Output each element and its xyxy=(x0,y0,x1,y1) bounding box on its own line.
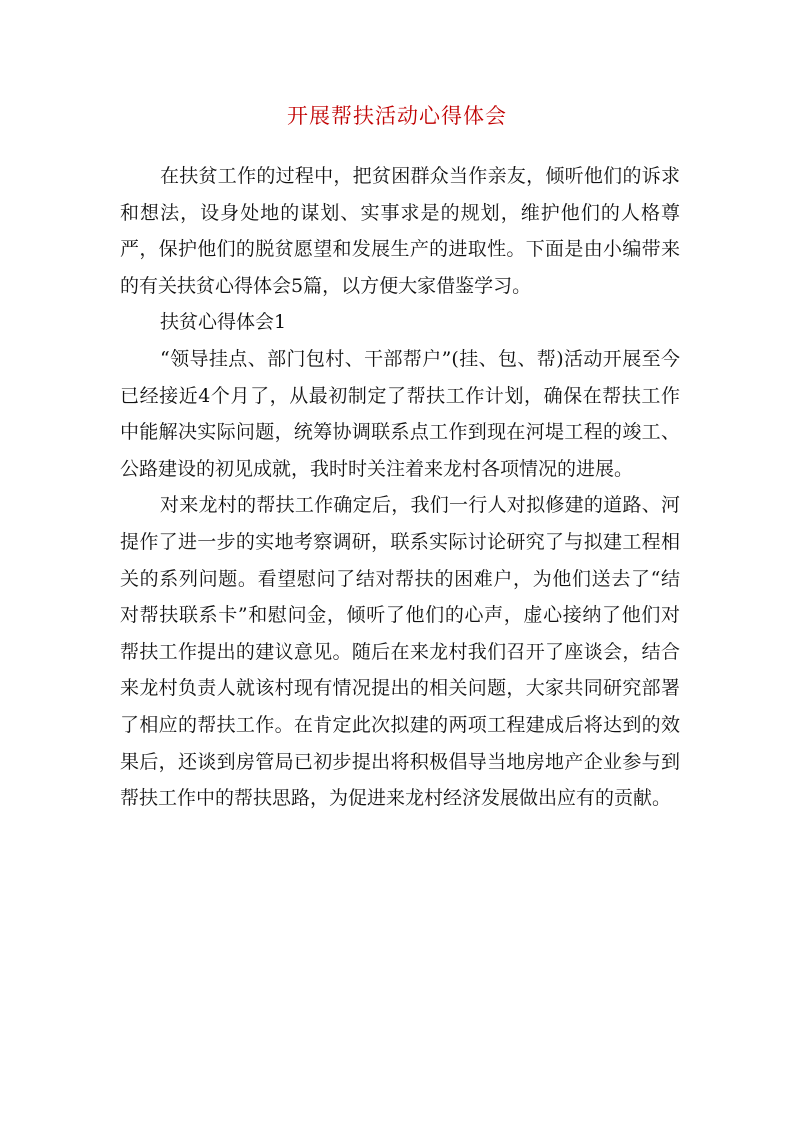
section-paragraph-2: 对来龙村的帮扶工作确定后，我们一行人对拟修建的道路、河提作了进一步的实地考察调研，联系实际讨论研究了与拟建工程相关的系列问题。看望慰问了结对帮扶的困难户，为他们送去了“结对帮扶联系卡”和慰问金，倾听了他们的心声，虚心接纳了他们对帮扶工作提出的建议意见。随后在来龙村我们召开了座谈会，结合来龙村负责人就该村现有情况提出的相关问题，大家共同研究部署了相应的帮扶工作。在肯定此次拟建的两项工程建成后将达到的效果后，还谈到房管局已初步提出将积极倡导当地房地产企业参与到帮扶工作中的帮扶思路，为促进来龙村经济发展做出应有的贡献。 xyxy=(120,494,680,810)
intro-paragraph: 在扶贫工作的过程中，把贫困群众当作亲友，倾听他们的诉求和想法，设身处地的谋划、实事求是的规划，维护他们的人格尊严，保护他们的脱贫愿望和发展生产的进取性。下面是由小编带来的有关扶贫心得体会5篇，以方便大家借鉴学习。 xyxy=(120,165,680,297)
section-heading: 扶贫心得体会1 xyxy=(160,311,287,334)
document-title: 开展帮扶活动心得体会 xyxy=(287,104,507,128)
section-paragraph-1: “领导挂点、部门包村、干部帮户”(挂、包、帮)活动开展至今已经接近4个月了，从最初制定了帮扶工作计划，确保在帮扶工作中能解决实际问题，统筹协调联系点工作到现在河堤工程的竣工、公路建设的初见成就，我时时关注着来龙村各项情况的进展。 xyxy=(120,347,680,480)
document-body xyxy=(120,158,680,817)
